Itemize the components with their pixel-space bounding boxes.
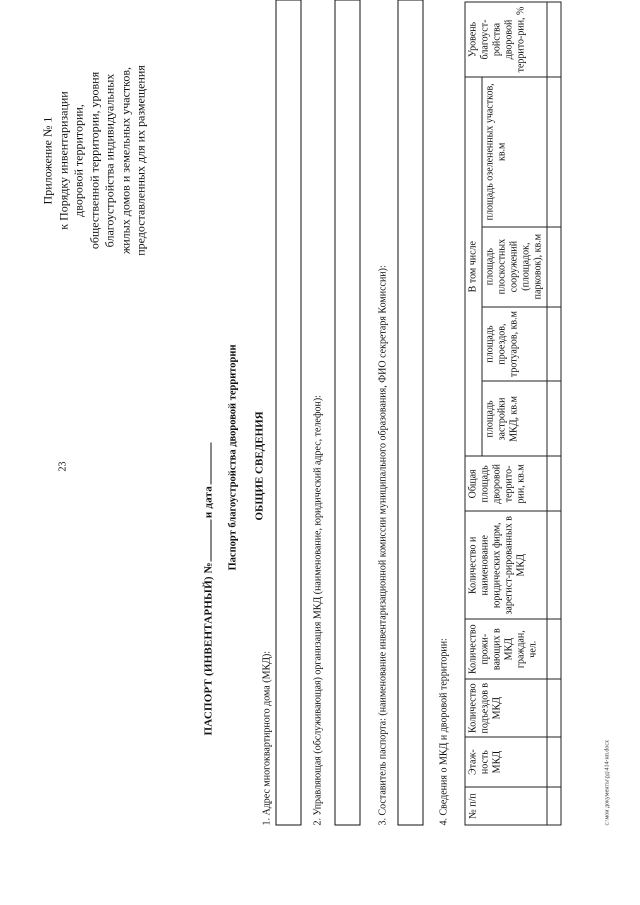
appendix-line: к Порядку инвентаризации bbox=[55, 90, 70, 230]
section-title: ОБЩИЕ СВЕДЕНИЯ bbox=[253, 410, 265, 520]
table-row bbox=[547, 2, 561, 825]
section-label: Сведения о МКД и дворовой территории: bbox=[438, 637, 449, 815]
sub-header: площадь застройки МКД, кв.м bbox=[482, 381, 547, 456]
section-3-label bbox=[377, 265, 388, 825]
section-4-label bbox=[438, 638, 449, 825]
sub-header: площадь проездов, тротуаров, кв.м bbox=[482, 306, 547, 381]
table-cell[interactable] bbox=[547, 737, 561, 787]
appendix-line: благоустройства индивидуальных bbox=[102, 73, 116, 247]
col-header: Количество прожи-вающих в МКД граждан, чел. bbox=[465, 619, 547, 679]
sub-header: площадь озелененных участков, кв.м bbox=[482, 76, 547, 226]
section-number: 2. bbox=[312, 817, 323, 825]
section-2-label bbox=[312, 395, 323, 825]
table-cell[interactable] bbox=[547, 679, 561, 737]
appendix-header bbox=[40, 25, 149, 295]
passport-date-blank bbox=[202, 443, 211, 485]
passport-title-start: ПАСПОРТ (ИНВЕНТАРНЫЙ) № bbox=[202, 561, 214, 735]
col-header: № п/п bbox=[465, 787, 547, 825]
passport-number-blank bbox=[202, 519, 211, 561]
section-number: 3. bbox=[377, 817, 388, 825]
appendix-line: общественной территории, уровня bbox=[86, 71, 101, 249]
table-cell[interactable] bbox=[547, 511, 561, 619]
section-label: Управляющая (обслуживающая) организация МКД (наименование, юридический адрес, телефон): bbox=[312, 394, 323, 815]
passport-title-end: и дата bbox=[202, 485, 214, 518]
address-field[interactable] bbox=[275, 0, 301, 825]
col-header: Количество и наименование юридических фирм, зарегист-рированных в МКД bbox=[465, 511, 547, 619]
appendix-line: жилых домов и земельных участков, bbox=[117, 66, 132, 254]
passport-subtitle: Паспорт благоустройства дворовой территории bbox=[227, 344, 238, 570]
file-path-footer: c:\мои документы\рд\414-нп.docx bbox=[604, 739, 610, 825]
management-company-field[interactable] bbox=[334, 0, 360, 825]
page-number: 23 bbox=[57, 461, 68, 471]
section-label: Адрес многоквартирного дома (МКД): bbox=[261, 650, 272, 815]
group-header: В том числе bbox=[465, 76, 482, 455]
table-cell[interactable] bbox=[547, 226, 561, 306]
table-cell[interactable] bbox=[547, 2, 561, 77]
passport-title bbox=[202, 442, 214, 736]
section-number: 1. bbox=[261, 817, 272, 825]
mkd-info-table bbox=[464, 1, 561, 825]
table-cell[interactable] bbox=[547, 306, 561, 381]
table-cell[interactable] bbox=[547, 456, 561, 511]
col-header: Количество подъездов в МКД bbox=[465, 679, 547, 737]
table-header-row bbox=[465, 2, 482, 825]
appendix-title: Приложение № 1 bbox=[40, 116, 54, 204]
appendix-line: дворовой территории, bbox=[71, 103, 85, 217]
section-1-label bbox=[261, 650, 272, 825]
compiler-field[interactable] bbox=[397, 0, 423, 825]
col-header: Общая площадь дворовой террито-рии, кв.м bbox=[465, 456, 547, 511]
section-number: 4. bbox=[438, 817, 449, 825]
table-cell[interactable] bbox=[547, 619, 561, 679]
table-cell[interactable] bbox=[547, 381, 561, 456]
col-header: Этаж-ность МКД bbox=[465, 737, 547, 787]
table-cell[interactable] bbox=[547, 787, 561, 825]
table-cell[interactable] bbox=[547, 76, 561, 226]
col-header: Уровень благоуст-ройства дворовой террито-рии, % bbox=[465, 2, 547, 77]
appendix-line: предоставленных для их размещения bbox=[133, 64, 147, 256]
section-label: Составитель паспорта: (наименование инвентаризационной комиссии муниципального образования, ФИО секретаря Комиссии): bbox=[377, 264, 388, 815]
sub-header: площадь плоскостных сооружений (площадок, парковок), кв.м bbox=[482, 226, 547, 306]
